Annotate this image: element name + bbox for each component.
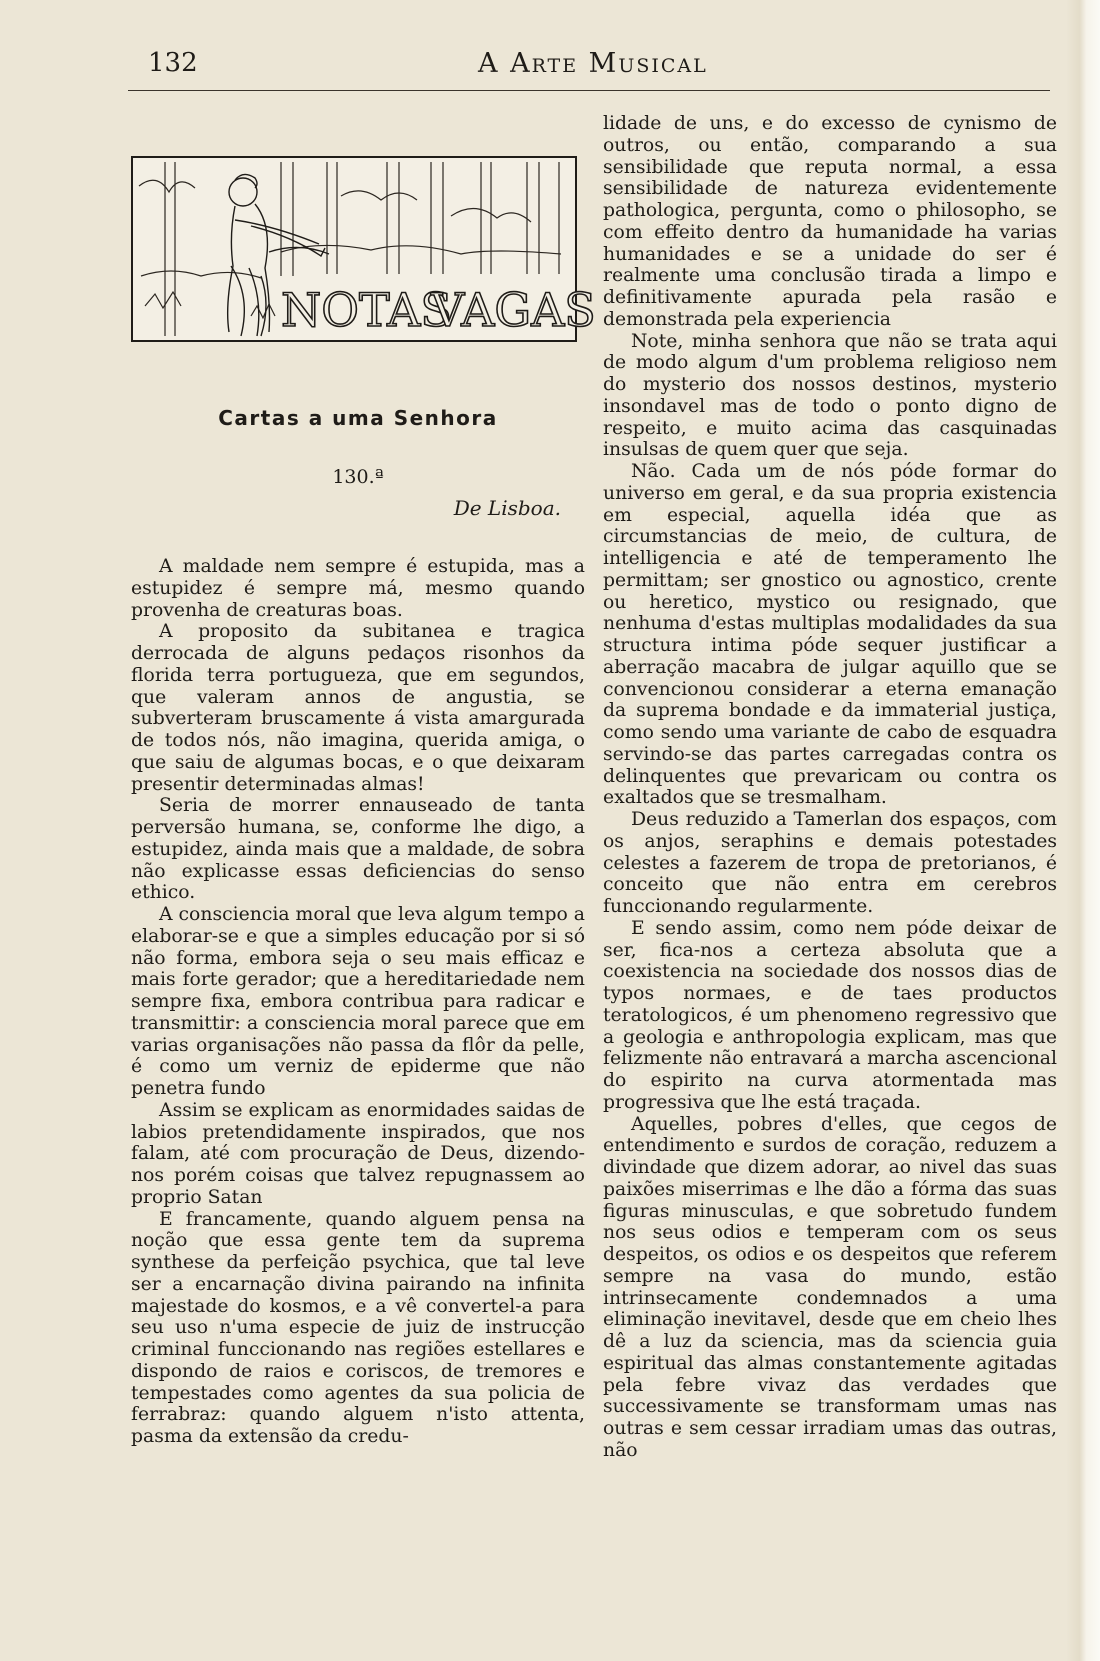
body-paragraph: Aquelles, pobres d'elles, que cegos de entendimento e surdos de coração, reduzem a divindade que dizem adorar, ao nivel das suas paixões miserrimas e lhe dão a fórma das suas figuras minusculas, e que sobretudo fundem nos seus odios e temperam com os seus despeitos, os odios e os despeitos que referem sempre na vasa do mundo, estão intrinsecamente condemnados a uma eliminação inevitavel, desde que em cheio lhes dê a luz da sciencia, mas da sciencia guia espiritual das almas constantemente agitadas pela febre vivaz das verdades que successivamente se transformam umas nas outras e sem cessar irradiam umas das outras, não [603, 1113, 1057, 1461]
page-number: 132 [148, 48, 198, 78]
dateline: De Lisboa. [453, 496, 561, 520]
body-paragraph: lidade de uns, e do excesso de cynismo de outros, ou então, comparando a sua sensibilidade que reputa normal, a essa sensibilidade de natureza evidentemente pathologica, pergunta, como o philosopho, se com effeito dentro da humanidade ha varias humanidades e se a unidade do ser é realmente uma conclusão tirada a limpo e definitivamente apurada pela rasão e demonstrada pela experiencia [603, 113, 1057, 330]
letter-number: 130.ª [332, 466, 384, 488]
body-paragraph: A maldade nem sempre é estupida, mas a estupidez é sempre má, mesmo quando provenha de creaturas boas. [131, 556, 585, 621]
body-paragraph: Deus reduzido a Tamerlan dos espaços, com os anjos, seraphins e demais potestades celestes a fazerem de tropa de pretorianos, é conceito que não entra em cerebros funccionando regularmente. [603, 809, 1057, 917]
running-header [148, 44, 1068, 84]
banner-lettering-left: NOTAS [281, 283, 452, 337]
body-paragraph: Seria de morrer ennauseado de tanta perversão humana, se, conforme lhe digo, a estupidez, ainda mais que a maldade, de sobra não explicasse essas deficiencias do senso ethico. [131, 795, 585, 904]
journal-title: A Arte Musical [478, 48, 708, 79]
banner-lettering-right: VAGAS [431, 283, 596, 337]
body-paragraph: A consciencia moral que leva algum tempo a elaborar-se e que a simples educação por si só não forma, embora seja o seu mais efficaz e mais forte gerador; que a hereditariedade nem sempre fixa, embora contribua para radicar e transmittir: a consciencia moral parece que em varias organisações não passa da flôr da pelle, é como um verniz de epiderme que não penetra fundo [131, 904, 585, 1099]
page-edge [1066, 0, 1100, 1661]
body-paragraph: E sendo assim, como nem póde deixar de ser, fica-nos a certeza absoluta que a coexistencia na sociedade dos nossos dias de typos normaes, e de taes productos teratologicos, é um phenomeno regressivo que a geologia e anthropologia explicam, mas que felizmente não entravará a marcha ascencional do espirito na curva atormentada mas progressiva que lhe está traçada. [603, 917, 1057, 1113]
left-column [131, 556, 585, 1448]
notas-vagas-banner-illustration [131, 156, 596, 342]
body-paragraph: Assim se explicam as enormidades saidas de labios pretendidamente inspirados, que nos falam, até com procuração de Deus, dizendo-nos porém coisas que talvez repugnassem ao proprio Satan [131, 1099, 585, 1208]
body-paragraph: A proposito da subitanea e tragica derrocada de alguns pedaços risonhos da florida terra portugueza, que em segundos, que valeram annos de angustia, se subverteram bruscamente á vista amargurada de todos nós, não imagina, querida amiga, o que saiu de algumas bocas, e o que deixaram presentir determinadas almas! [131, 621, 585, 795]
right-column [603, 113, 1057, 1462]
body-paragraph: Não. Cada um de nós póde formar do universo em geral, e da sua propria existencia em especial, aquella idéa que as circumstancias de meio, de cultura, de intelligencia e até de temperamento lhe permittam; ser gnostico ou agnostico, crente ou heretico, mystico ou resignado, que nenhuma d'estas multiplas modalidades da sua structura intima póde sequer justificar a aberração macabra de julgar aquillo que se convencionou considerar a eterna emanação da suprema bondade e da immaterial justiça, como sendo uma variante de cabo de esquadra servindo-se das partes carregadas contra os delinquentes que prevaricam ou contra os exaltados que se tresmalham. [603, 461, 1057, 809]
body-paragraph: E francamente, quando alguem pensa na noção que essa gente tem da suprema synthese da perfeição psychica, que tal leve ser a encarnação divina pairando na infinita majestade do kosmos, e a vê convertel-a para seu uso n'uma especie de juiz de instrucção criminal funccionando nas regiões estellares e dispondo de raios e coriscos, de tremores e tempestades como agentes da sua policia de ferrabraz: quando alguem n'isto attenta, pasma da extensão da credu- [131, 1208, 585, 1447]
article-title: Cartas a uma Senhora [218, 406, 498, 430]
header-rule [128, 90, 1050, 91]
body-paragraph: Note, minha senhora que não se trata aqui de modo algum d'um problema religioso nem do mysterio dos nossos destinos, mysterio insondavel mas de todo o ponto digno de respeito, e muito acima das casquinadas insulsas de quem quer que seja. [603, 330, 1057, 461]
